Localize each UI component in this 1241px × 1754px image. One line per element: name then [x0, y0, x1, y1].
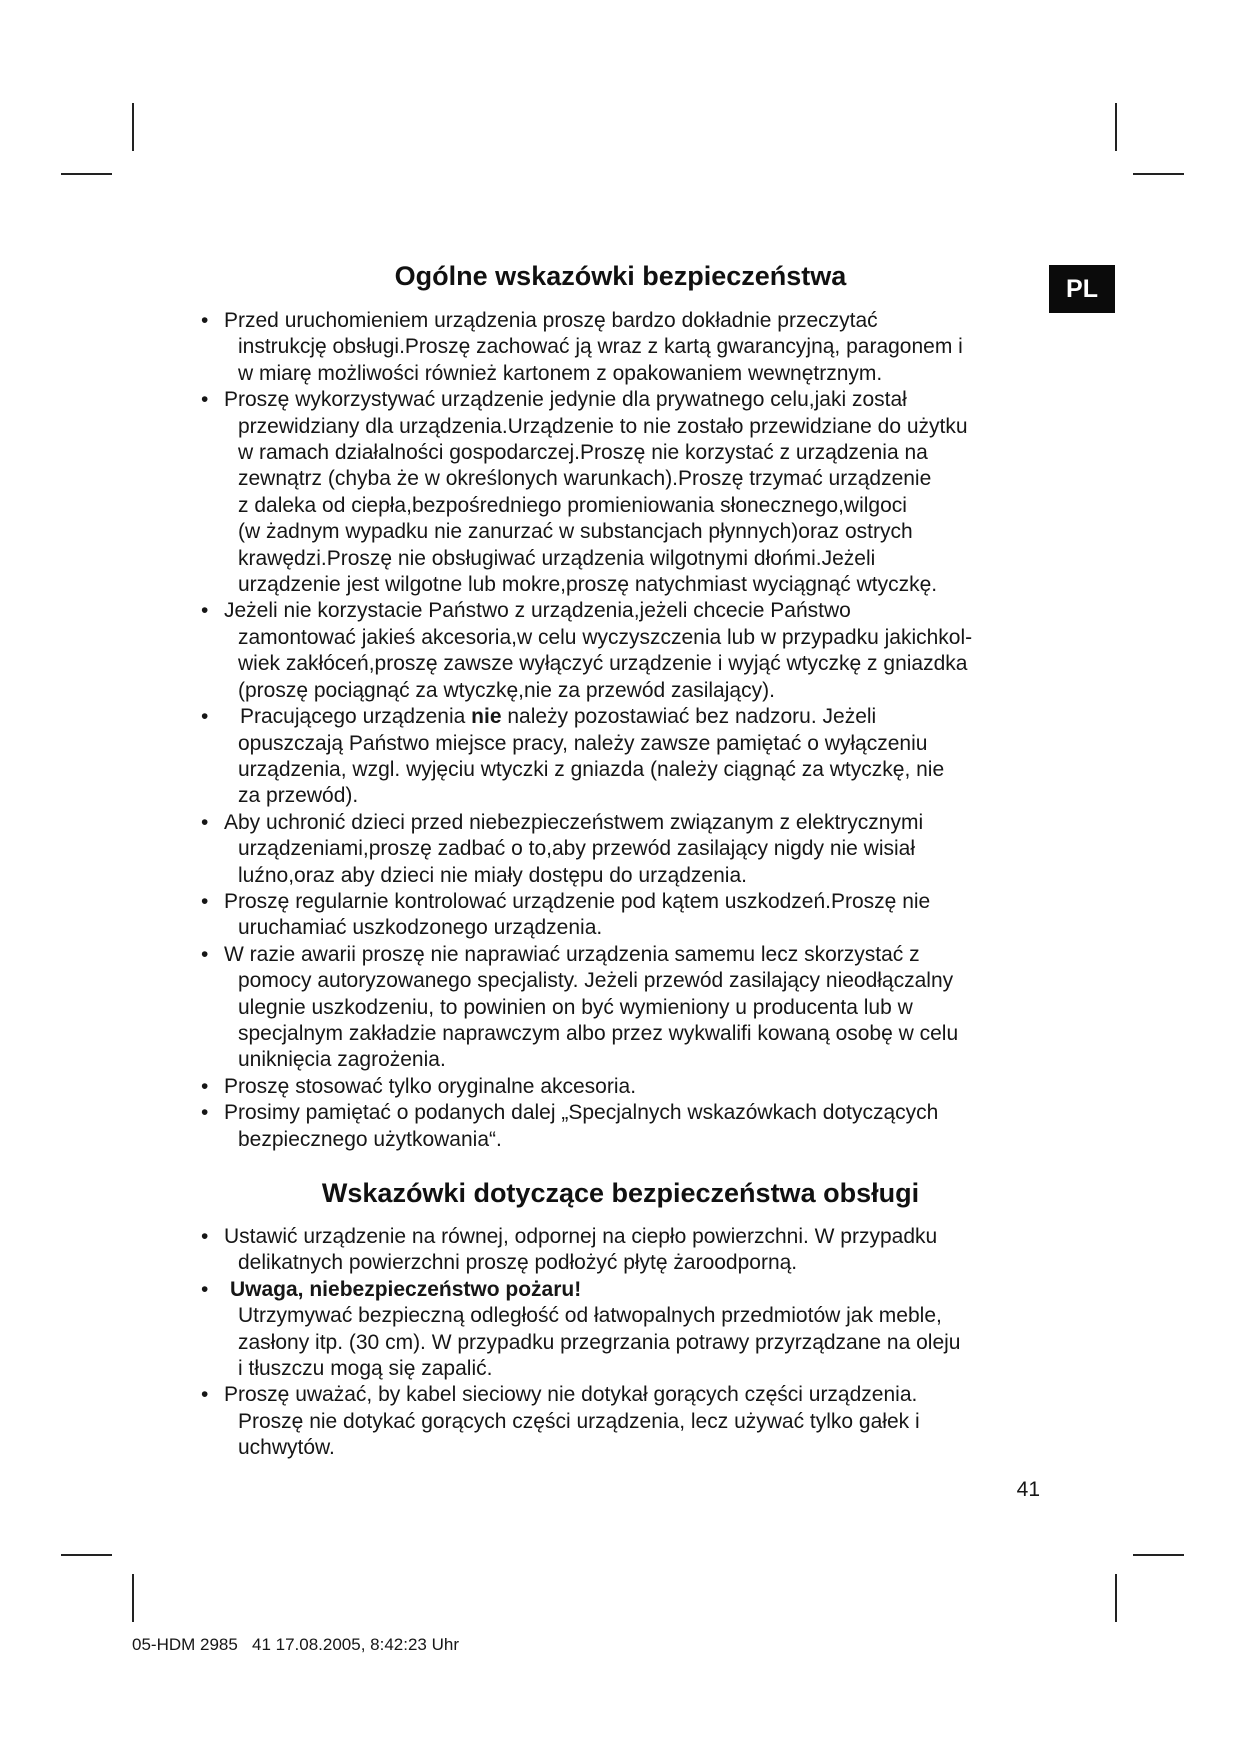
list-item-line: w ramach działalności gospodarczej.Proszę nie korzystać z urządzenia na: [238, 441, 928, 465]
crop-mark-top-right-horizontal: [1133, 173, 1184, 175]
list-item: [0, 1224, 1241, 1277]
list-item-line: Proszę wykorzystywać urządzenie jedynie dla prywatnego celu,jaki został: [224, 388, 907, 412]
language-badge: PL: [1049, 265, 1115, 313]
list-item-line: zasłony itp. (30 cm). W przypadku przegrzania potrawy przyrządzane na oleju: [238, 1330, 961, 1354]
list-item: [0, 889, 1241, 942]
list-item: [0, 1277, 1241, 1383]
warning-heading: Uwaga, niebezpieczeństwo pożaru!: [230, 1277, 582, 1301]
line-text: Pracującego urządzenia: [240, 705, 472, 729]
list-item-line: urządzenia, wzgl. wyjęciu wtyczki z gniazda (należy ciągnąć za wtyczkę, nie: [238, 757, 945, 781]
list-item: [0, 704, 1241, 810]
bullet-icon: •: [201, 889, 209, 913]
list-item-line: uniknięcia zagrożenia.: [238, 1048, 446, 1072]
list-item-line: (w żadnym wypadku nie zanurzać w substancjach płynnych)oraz ostrych: [238, 520, 913, 544]
bullet-icon: •: [201, 599, 209, 623]
list-item-line: Utrzymywać bezpieczną odległość od łatwopalnych przedmiotów jak meble,: [238, 1304, 942, 1328]
print-footer: 05-HDM 2985 41 17.08.2005, 8:42:23 Uhr: [132, 1635, 459, 1654]
list-item-line: z daleka od ciepła,bezpośredniego promieniowania słonecznego,wilgoci: [238, 493, 907, 517]
list-item-line: Prosimy pamiętać o podanych dalej „Specjalnych wskazówkach dotyczących: [224, 1101, 939, 1125]
list-item-line: Ustawić urządzenie na równej, odpornej na ciepło powierzchni. W przypadku: [224, 1225, 938, 1248]
list-item-line: instrukcję obsługi.Proszę zachować ją wraz z kartą gwarancyjną, paragonem i: [238, 335, 963, 359]
list-item-line: urządzeniami,proszę zadbać o to,aby przewód zasilający nigdy nie wisiał: [238, 837, 916, 861]
list-item-line: specjalnym zakładzie naprawczym albo przez wykwalifi kowaną osobę w celu: [238, 1021, 959, 1045]
bullet-icon: •: [201, 1383, 209, 1407]
list-item-line: zamontować jakieś akcesoria,w celu wyczyszczenia lub w przypadku jakichkol-: [238, 625, 973, 649]
list-item-line: wiek zakłóceń,proszę zawsze wyłączyć urządzenie i wyjąć wtyczkę z gniazdka: [238, 652, 968, 676]
crop-mark-top-left-vertical: [132, 103, 134, 151]
bullet-icon: •: [201, 388, 209, 412]
list-item-line: W razie awarii proszę nie naprawiać urządzenia samemu lecz skorzystać z: [224, 942, 920, 966]
crop-mark-bottom-right-horizontal: [1133, 1554, 1184, 1556]
line-text: należy pozostawiać bez nadzoru. Jeżeli: [501, 705, 877, 729]
list-item: [0, 598, 1241, 704]
safety-list: [0, 308, 1241, 1153]
list-item: [0, 1074, 1241, 1100]
crop-mark-top-right-vertical: [1115, 103, 1117, 151]
list-item-line: i tłuszczu mogą się zapalić.: [238, 1357, 493, 1381]
list-item-line: pomocy autoryzowanego specjalisty. Jeżeli przewód zasilający nieodłączalny: [238, 969, 954, 993]
emphasis-text: nie: [471, 705, 502, 729]
list-item-line: luźno,oraz aby dzieci nie miały dostępu do urządzenia.: [238, 863, 747, 887]
bullet-icon: •: [201, 810, 209, 834]
crop-mark-bottom-left-horizontal: [61, 1554, 112, 1556]
bullet-icon: •: [201, 309, 209, 332]
section-title: Wskazówki dotyczące bezpieczeństwa obsługi: [321, 1178, 920, 1208]
operation-safety-list: [0, 1224, 1241, 1462]
list-item-line: Przed uruchomieniem urządzenia proszę bardzo dokładnie przeczytać: [224, 309, 878, 332]
list-item-line: urządzenie jest wilgotne lub mokre,proszę natychmiast wyciągnąć wtyczkę.: [238, 573, 938, 597]
list-item: [0, 942, 1241, 1074]
list-item: [0, 1100, 1241, 1153]
list-item: [0, 387, 1241, 598]
list-item-line: opuszczają Państwo miejsce pracy, należy zawsze pamiętać o wyłączeniu: [238, 731, 928, 755]
bullet-icon: •: [201, 1101, 209, 1125]
bullet-icon: •: [201, 705, 209, 729]
bullet-icon: •: [201, 1277, 209, 1301]
list-item-line: za przewód).: [238, 784, 359, 808]
list-item: [0, 308, 1241, 387]
list-item-line: [0, 704, 1241, 730]
list-item-line: krawędzi.Proszę nie obsługiwać urządzenia wilgotnymi dłońmi.Jeżeli: [238, 546, 876, 570]
list-item-line: Proszę regularnie kontrolować urządzenie pod kątem uszkodzeń.Proszę nie: [224, 889, 931, 913]
list-item-line: Jeżeli nie korzystacie Państwo z urządzenia,jeżeli chcecie Państwo: [224, 599, 851, 623]
bullet-icon: •: [201, 1225, 209, 1248]
list-item-line: Proszę stosować tylko oryginalne akcesoria.: [224, 1074, 637, 1098]
list-item-line: bezpiecznego użytkowania“.: [238, 1127, 502, 1151]
bullet-icon: •: [201, 1074, 209, 1098]
list-item-line: delikatnych powierzchni proszę podłożyć płytę żaroodporną.: [238, 1251, 798, 1275]
list-item: [0, 810, 1241, 889]
list-item: [0, 1382, 1241, 1461]
crop-mark-bottom-right-vertical: [1115, 1574, 1117, 1622]
list-item-line: (proszę pociągnąć za wtyczkę,nie za przewód zasilający).: [238, 678, 775, 702]
list-item-line: uchwytów.: [238, 1436, 335, 1460]
page-number: 41: [1016, 1478, 1040, 1501]
crop-mark-bottom-left-vertical: [132, 1574, 134, 1622]
list-item-line: przewidziany dla urządzenia.Urządzenie to nie zostało przewidziane do użytku: [238, 414, 968, 438]
list-item-line: w miarę możliwości również kartonem z opakowaniem wewnętrznym.: [238, 361, 883, 385]
list-item-line: Aby uchronić dzieci przed niebezpieczeństwem związanym z elektrycznymi: [224, 810, 924, 834]
list-item-line: Proszę uważać, by kabel sieciowy nie dotykał gorących części urządzenia.: [224, 1383, 918, 1407]
bullet-icon: •: [201, 942, 209, 966]
list-item-line: uruchamiać uszkodzonego urządzenia.: [238, 916, 603, 940]
list-item-line: Proszę nie dotykać gorących części urządzenia, lecz używać tylko gałek i: [238, 1409, 920, 1433]
section-title: Ogólne wskazówki bezpieczeństwa: [394, 261, 847, 291]
crop-mark-top-left-horizontal: [61, 173, 112, 175]
list-item-line: ulegnie uszkodzeniu, to powinien on być wymieniony u producenta lub w: [238, 995, 913, 1019]
list-item-line: zewnątrz (chyba że w określonych warunkach).Proszę trzymać urządzenie: [238, 467, 932, 491]
